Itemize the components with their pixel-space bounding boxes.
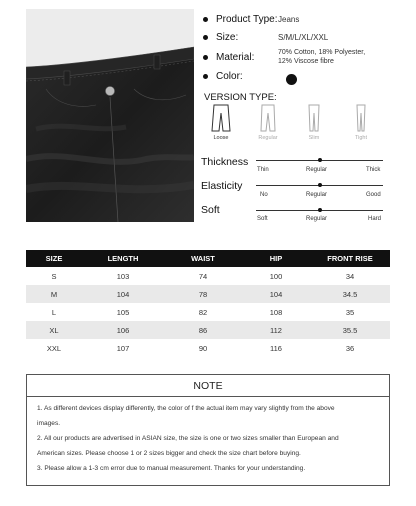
tight-pants-icon bbox=[351, 104, 371, 132]
header-hip: HIP bbox=[242, 250, 310, 267]
table-cell: 36 bbox=[345, 343, 355, 353]
table-cell: 34 bbox=[345, 271, 355, 281]
material-line-2: 12% Viscose fibre bbox=[278, 58, 334, 65]
material-line-1: 70% Cotton, 18% Polyester, bbox=[278, 49, 366, 56]
jeans-image bbox=[26, 9, 194, 222]
scale-low-label: No bbox=[260, 192, 268, 198]
table-row bbox=[26, 267, 390, 285]
header-front-rise: FRONT RISE bbox=[310, 250, 390, 267]
table-header-row bbox=[26, 250, 390, 267]
version-option-tight[interactable] bbox=[344, 104, 378, 141]
spec-label: Color: bbox=[216, 71, 243, 82]
header-waist: WAIST bbox=[164, 250, 242, 267]
spec-size bbox=[203, 32, 328, 43]
table-cell: 78 bbox=[164, 285, 242, 303]
table-cell: XXL bbox=[46, 343, 62, 353]
table-cell: S bbox=[51, 271, 57, 281]
spec-value bbox=[278, 48, 365, 66]
bullet-icon bbox=[203, 74, 208, 79]
table-cell: 74 bbox=[198, 271, 208, 281]
version-label: Tight bbox=[354, 135, 368, 141]
table-row bbox=[26, 321, 390, 339]
note-line: images. bbox=[37, 420, 61, 427]
table-cell: 35.5 bbox=[310, 321, 390, 339]
note-line: American sizes. Please choose 1 or 2 sizes bigger and check the size chart before buying. bbox=[37, 450, 301, 457]
table-cell: 108 bbox=[269, 307, 283, 317]
scale-mid-label: Regular bbox=[306, 167, 328, 173]
scale-mid-label: Regular bbox=[306, 192, 328, 198]
table-cell: 104 bbox=[82, 285, 164, 303]
spec-label: Size: bbox=[216, 32, 239, 43]
table-cell: 103 bbox=[116, 271, 130, 281]
table-cell: 112 bbox=[242, 321, 310, 339]
spec-label: Product Type: bbox=[216, 14, 278, 25]
product-photo bbox=[26, 9, 194, 222]
spec-color bbox=[203, 68, 297, 85]
slim-pants-icon bbox=[304, 104, 324, 132]
scale-low-label: Thin bbox=[257, 167, 269, 173]
version-label: Regular bbox=[258, 135, 278, 141]
version-option-loose[interactable] bbox=[204, 104, 238, 141]
note-line: 2. All our products are advertised in ASIAN size, the size is one or two sizes smaller than European and bbox=[37, 435, 339, 442]
table-cell: 34.5 bbox=[310, 285, 390, 303]
bullet-icon bbox=[203, 35, 208, 40]
table-cell: 105 bbox=[116, 307, 130, 317]
scale-title-soft: Soft bbox=[201, 204, 220, 216]
scale-marker-soft bbox=[318, 208, 322, 212]
table-cell: L bbox=[51, 307, 57, 317]
spec-label: Material: bbox=[216, 51, 255, 63]
note-body bbox=[27, 397, 389, 476]
note-line: 1. As different devices display differently, the color of f the actual item may vary slightly from the above bbox=[37, 405, 335, 412]
table-cell: 106 bbox=[82, 321, 164, 339]
table-cell: 100 bbox=[269, 271, 283, 281]
note-line: 3. Please allow a 1-3 cm error due to manual measurement. Thanks for your understanding. bbox=[37, 465, 306, 472]
note-title: NOTE bbox=[27, 375, 389, 397]
scale-marker-thickness bbox=[318, 158, 322, 162]
scale-high-label: Thick bbox=[366, 167, 381, 173]
scale-marker-elasticity bbox=[318, 183, 322, 187]
note-box bbox=[26, 374, 390, 486]
color-swatch[interactable] bbox=[286, 74, 297, 85]
version-label: Loose bbox=[213, 135, 229, 141]
table-cell: 82 bbox=[198, 307, 208, 317]
table-cell: M bbox=[26, 285, 82, 303]
spec-material bbox=[203, 48, 365, 66]
loose-pants-icon bbox=[211, 104, 231, 132]
table-cell: 86 bbox=[164, 321, 242, 339]
table-cell: XL bbox=[26, 321, 82, 339]
table-cell: 35 bbox=[345, 307, 355, 317]
scale-title-elasticity: Elasticity bbox=[201, 180, 243, 192]
table-row bbox=[26, 303, 390, 321]
bullet-icon bbox=[203, 55, 208, 60]
bullet-icon bbox=[203, 17, 208, 22]
header-length: LENGTH bbox=[82, 250, 164, 267]
table-cell: 90 bbox=[198, 343, 208, 353]
version-type-title: VERSION TYPE: bbox=[204, 92, 277, 103]
table-row bbox=[26, 339, 390, 357]
size-chart-table bbox=[26, 250, 390, 357]
spec-product-type bbox=[203, 14, 299, 25]
scale-low-label: Soft bbox=[257, 216, 268, 222]
scale-high-label: Hard bbox=[368, 216, 382, 222]
scale-high-label: Good bbox=[366, 192, 381, 198]
table-cell: 107 bbox=[116, 343, 130, 353]
version-option-regular[interactable] bbox=[251, 104, 285, 141]
version-label: Slim bbox=[308, 135, 320, 141]
spec-value: Jeans bbox=[278, 15, 300, 24]
table-cell: 104 bbox=[242, 285, 310, 303]
scale-mid-label: Regular bbox=[306, 216, 328, 222]
table-row bbox=[26, 285, 390, 303]
scale-title-thickness: Thickness bbox=[201, 156, 249, 168]
spec-value: S/M/L/XL/XXL bbox=[278, 33, 329, 42]
header-size: SIZE bbox=[26, 250, 82, 267]
version-option-slim[interactable] bbox=[297, 104, 331, 141]
regular-pants-icon bbox=[258, 104, 278, 132]
table-cell: 116 bbox=[270, 343, 282, 353]
